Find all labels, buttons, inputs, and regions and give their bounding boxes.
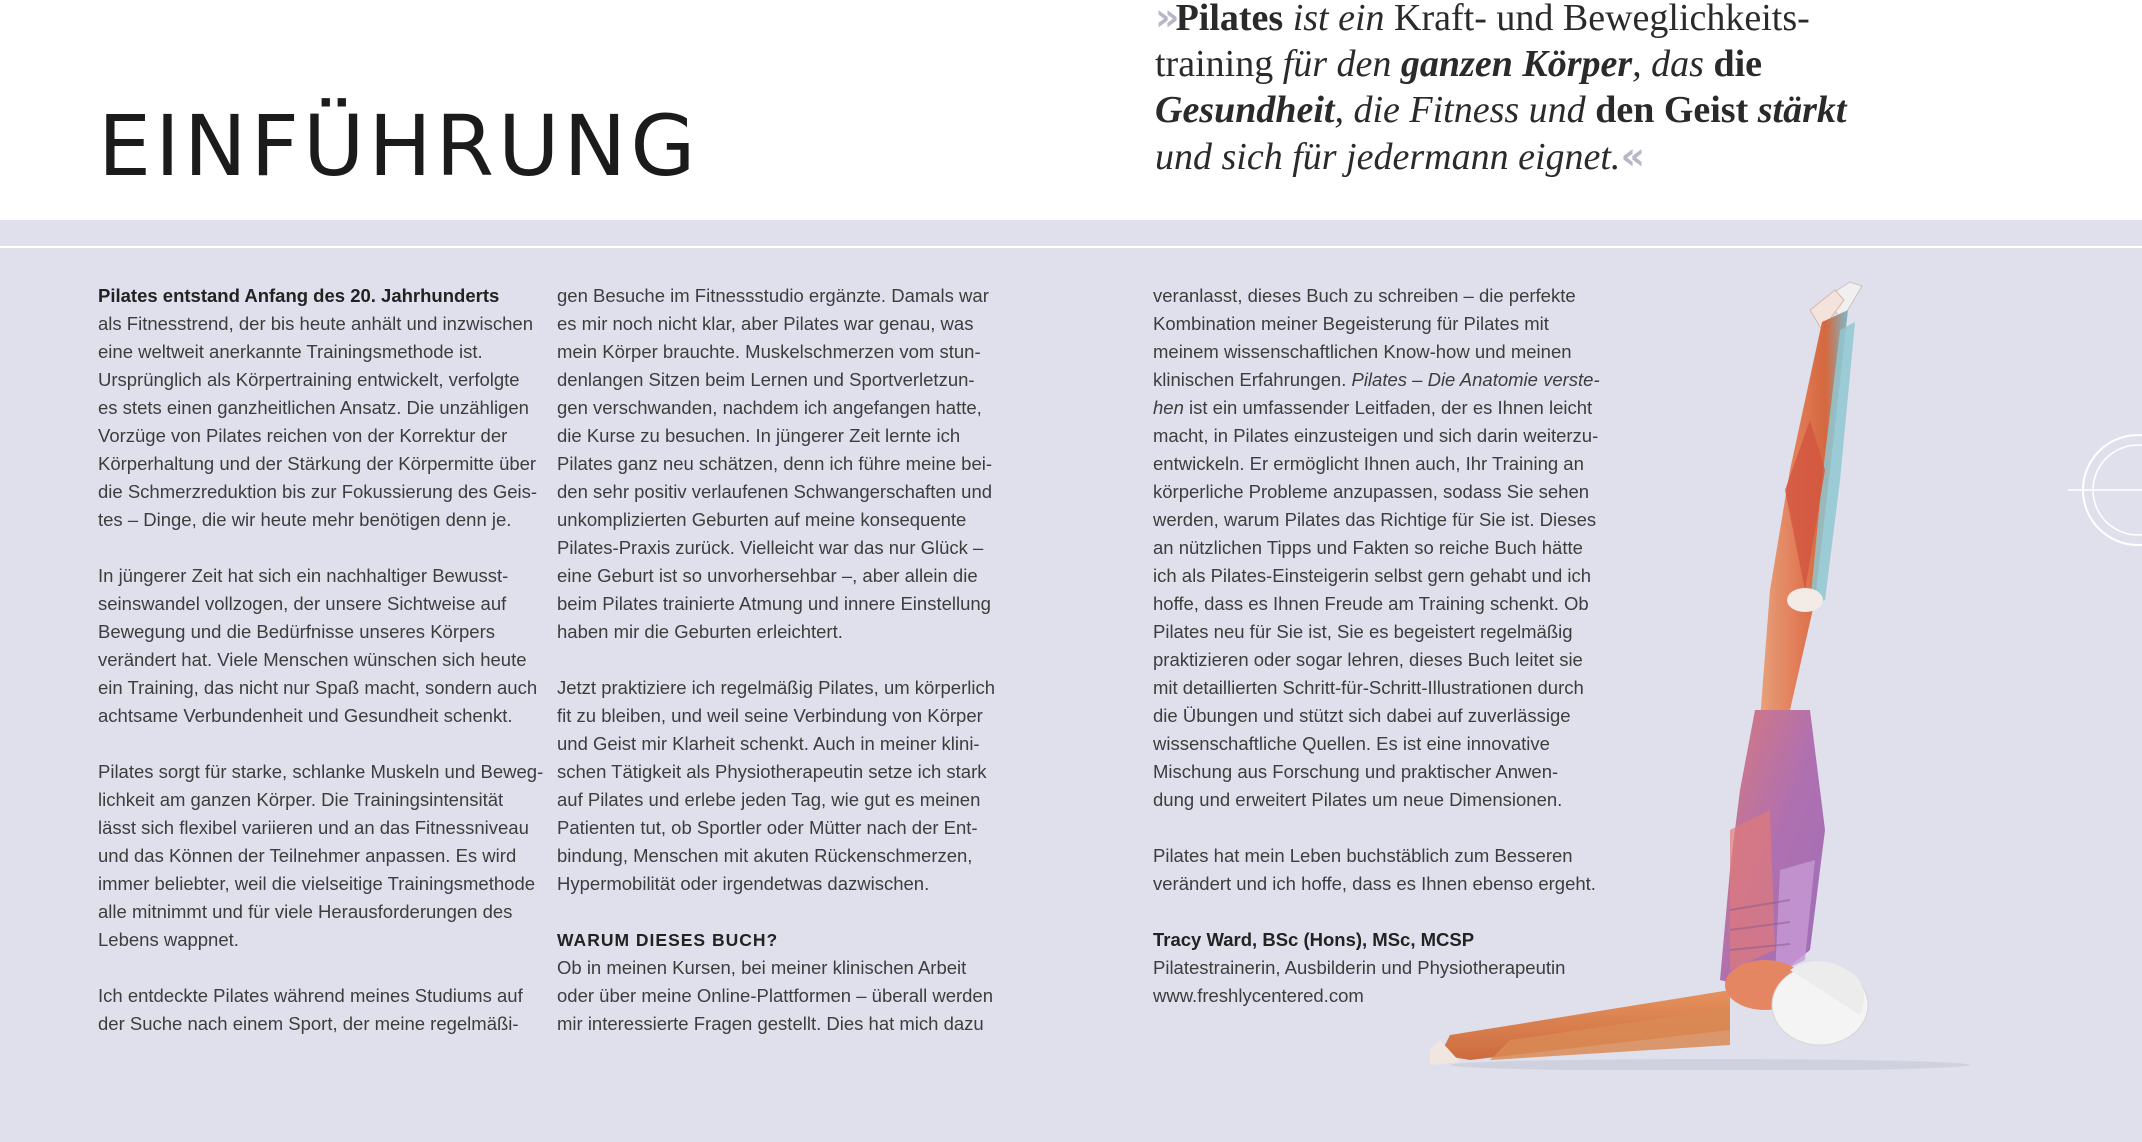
quote-line-2: training für den ganzen Körper, das die bbox=[1155, 43, 1762, 85]
section-heading: WARUM DIESES BUCH? bbox=[557, 930, 779, 950]
anatomy-figure-illustration bbox=[1430, 270, 2030, 1070]
quote-line-4: und sich für jedermann eignet.« bbox=[1155, 134, 1641, 178]
header-divider bbox=[0, 246, 2142, 248]
author-role: Pilatestrainerin, Ausbilderin und Physiotherapeutin bbox=[1153, 957, 1566, 978]
quote-open-mark: » bbox=[1155, 0, 1176, 39]
decorative-ring bbox=[2068, 420, 2142, 560]
quote-line-1: »Pilates ist ein Kraft- und Beweglichkeits- bbox=[1155, 0, 2115, 41]
page-title: EINFÜHRUNG bbox=[98, 97, 700, 195]
text-column-2: gen Besuche im Fitnessstudio ergänzte. Damals war es mir noch nicht klar, aber Pilates war genau, was mein Körper brauchte. Muskelschmerzen vom stun- denlangen Sitzen beim Lernen und Sportverletzun- gen verschwanden, nachdem ich angefangen hatte, die Kurse zu besuchen. In jüngerer Zeit lernte ich Pilates ganz neu schätzen, denn ich führe meine bei- den sehr positiv verlaufenen Schwangerschaften und unkomplizierten Geburten auf meine konsequente Pilates-Praxis zurück. Vielleicht war das nur Glück – eine Geburt ist so unvorhersehbar –, aber allein die beim Pilates trainierte Atmung und innere Einstellung haben mir die Geburten erleichtert. Jetzt praktiziere ich regelmäßig Pilates, um körperlich fit zu bleiben, und weil seine Verbindung von Körper und Geist mir Klarheit schenkt. Auch in meiner klini- schen Tätigkeit als Physiotherapeutin setze ich stark auf Pilates und erlebe jeden Tag, wie gut es meinen Patienten tut, ob Sportler oder Mütter nach der Ent- bindung, Menschen mit akuten Rückenschmerzen, Hypermobilität oder irgendetwas dazwischen. WARUM DIESES BUCH? Ob in meinen Kursen, bei meiner klinischen Arbeit oder über meine Online-Plattformen – überall werden mir interessierte Fragen gestellt. Dies hat mich dazu bbox=[557, 285, 995, 1034]
author-name: Tracy Ward, BSc (Hons), MSc, MCSP bbox=[1153, 929, 1475, 950]
pull-quote bbox=[1155, 0, 2115, 180]
lead-sentence: Pilates entstand Anfang des 20. Jahrhunderts bbox=[98, 285, 500, 306]
quote-line-3: Gesundheit, die Fitness und den Geist stärkt bbox=[1155, 89, 1847, 131]
quote-close-mark: « bbox=[1620, 134, 1641, 178]
text-column-3: veranlasst, dieses Buch zu schreiben – die perfekte Kombination meiner Begeisterung für Pilates mit meinem wissenschaftlichen Know-how und meinen klinischen Erfahrungen. Pilates – Die Anatomie verste- hen ist ein umfassender Leitfaden, der es Ihnen leicht macht, in Pilates einzusteigen und sich darin weiterzu- entwickeln. Er ermöglicht Ihnen auch, Ihr Training an körperliche Probleme anzupassen, sodass Sie sehen werden, warum Pilates das Richtige für Sie ist. Dieses an nützlichen Tipps und Fakten so reiche Buch hätte ich als Pilates-Einsteigerin selbst gern gehabt und ich hoffe, dass es Ihnen Freude am Training schenkt. Ob Pilates neu für Sie ist, Sie es begeistert regelmäßig praktizieren oder sogar lehren, dieses Buch leitet sie mit detaillierten Schritt-für-Schritt-Illustrationen durch die Übungen und stützt sich dabei auf zuverlässige wissenschaftliche Quellen. Es ist eine innovative Mischung aus Forschung und praktischer Anwen- dung und erweitert Pilates um neue Dimensionen. Pilates hat mein Leben buchstäblich zum Besseren verändert und ich hoffe, dass es Ihnen ebenso ergeht. Tracy Ward, BSc (Hons), MSc, MCSP Pilatestrainerin, Ausbilderin und Physiotherapeutin www.freshlycentered.com bbox=[1153, 282, 1600, 1010]
website-link[interactable]: www.freshlycentered.com bbox=[1153, 985, 1364, 1006]
text-column-1: Pilates entstand Anfang des 20. Jahrhunderts als Fitnesstrend, der bis heute anhält und inzwischen eine weltweit anerkannte Trainingsmethode ist. Ursprünglich als Körpertraining entwickelt, verfolgte es stets einen ganzheitlichen Ansatz. Die unzähligen Vorzüge von Pilates reichen von der Korrektur der Körperhaltung und der Stärkung der Körpermitte über die Schmerzreduktion bis zur Fokussierung des Geis- tes – Dinge, die wir heute mehr benötigen denn je. In jüngerer Zeit hat sich ein nachhaltiger Bewusst- seinswandel vollzogen, der unsere Sichtweise auf Bewegung und die Bedürfnisse unseres Körpers verändert hat. Viele Menschen wünschen sich heute ein Training, das nicht nur Spaß macht, sondern auch achtsame Verbundenheit und Gesundheit schenkt. Pilates sorgt für starke, schlanke Muskeln und Beweg- lichkeit am ganzen Körper. Die Trainingsintensität lässt sich flexibel variieren und an das Fitnessniveau und das Können der Teilnehmer anpassen. Es wird immer beliebter, weil die vielseitige Trainingsmethode alle mitnimmt und für viele Herausforderungen des Lebens wappnet. Ich entdeckte Pilates während meines Studiums auf der Suche nach einem Sport, der meine regelmäßi- bbox=[98, 282, 543, 1038]
book-title: Pilates – Die Anatomie verste- bbox=[1351, 369, 1600, 390]
